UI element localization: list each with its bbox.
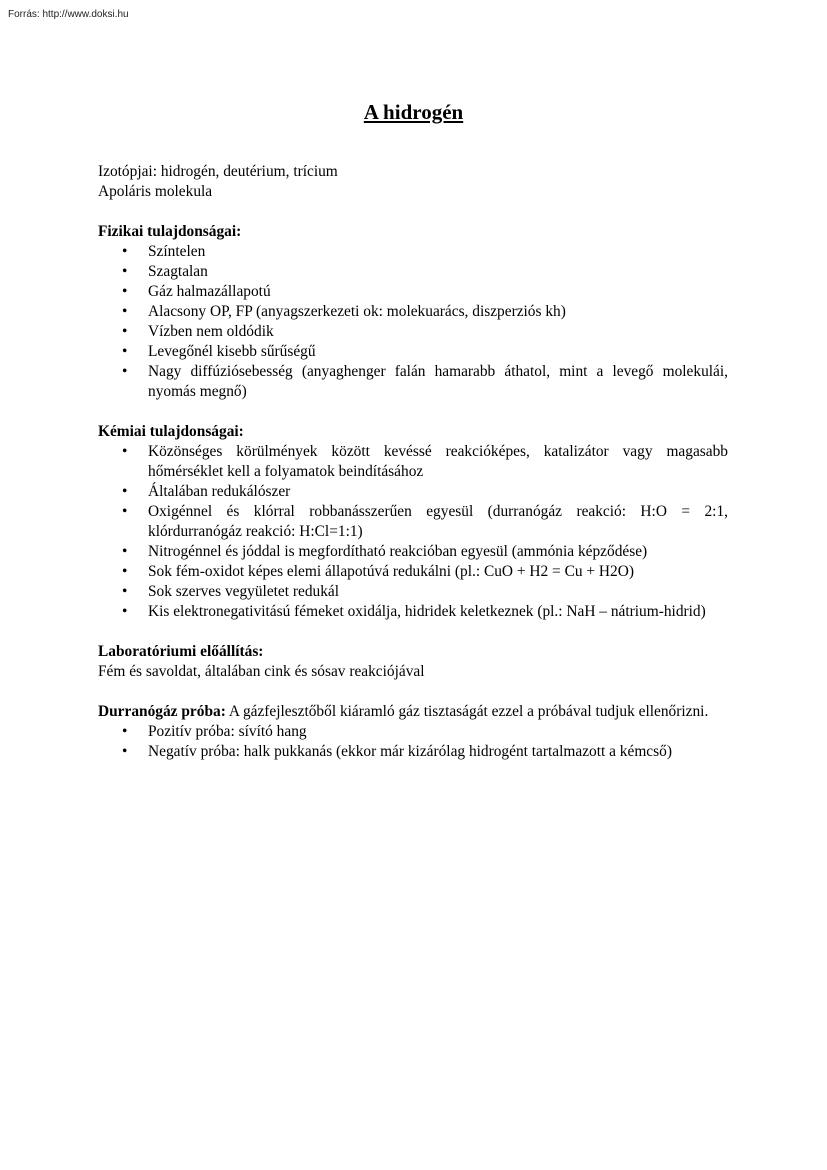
intro-molecule: Apoláris molekula [98,183,213,200]
test-heading: Durranógáz próba: [98,703,226,720]
list-item: • Oxigénnel és klórral robbanásszerűen egyesül (durranógáz reakció: H:O = 2:1, klórdurranógáz reakció: H:Cl=1:1) [98,502,728,542]
list-item: • Sok fém-oxidot képes elemi állapotúvá redukálni (pl.: CuO + H2 = Cu + H2O) [98,562,728,582]
list-item: • Pozitív próba: sívító hang [98,722,728,742]
list-item: • Vízben nem oldódik [98,322,728,342]
list-item: • Negatív próba: halk pukkanás (ekkor már kizárólag hidrogént tartalmazott a kémcső) [98,742,728,762]
list-item: • Általában redukálószer [98,482,728,502]
chemical-list [98,442,728,622]
chemical-heading: Kémiai tulajdonságai: [98,423,244,440]
list-item: • Gáz halmazállapotú [98,282,728,302]
test-list [98,722,728,762]
list-item: • Alacsony OP, FP (anyagszerkezeti ok: molekuarács, diszperziós kh) [98,302,728,322]
list-item: • Közönséges körülmények között kevéssé reakcióképes, katalizátor vagy magasabb hőmérséklet kell a folyamatok beindításához [98,442,728,482]
source-note: Forrás: http://www.doksi.hu [8,9,129,20]
intro-isotopes: Izotópjai: hidrogén, deutérium, trícium [98,163,338,180]
lab-text: Fém és savoldat, általában cink és sósav reakciójával [98,663,425,680]
document-body [98,162,728,762]
test-paragraph [98,702,728,722]
list-item: • Nagy diffúziósebesség (anyaghenger falán hamarabb áthatol, mint a levegő molekulái, nyomás megnő) [98,362,728,402]
list-item: • Levegőnél kisebb sűrűségű [98,342,728,362]
test-text: A gázfejlesztőből kiáramló gáz tisztaságát ezzel a próbával tudjuk ellenőrizni. [225,703,709,720]
physical-list [98,242,728,402]
list-item: • Szagtalan [98,262,728,282]
page-title: A hidrogén [363,100,464,124]
physical-heading: Fizikai tulajdonságai: [98,223,242,240]
list-item: • Sok szerves vegyületet redukál [98,582,728,602]
list-item: • Színtelen [98,242,728,262]
lab-heading: Laboratóriumi előállítás: [98,643,264,660]
list-item: • Nitrogénnel és jóddal is megfordítható reakcióban egyesül (ammónia képződése) [98,542,728,562]
list-item: • Kis elektronegativitású fémeket oxidálja, hidridek keletkeznek (pl.: NaH – nátrium-hidrid) [98,602,728,622]
